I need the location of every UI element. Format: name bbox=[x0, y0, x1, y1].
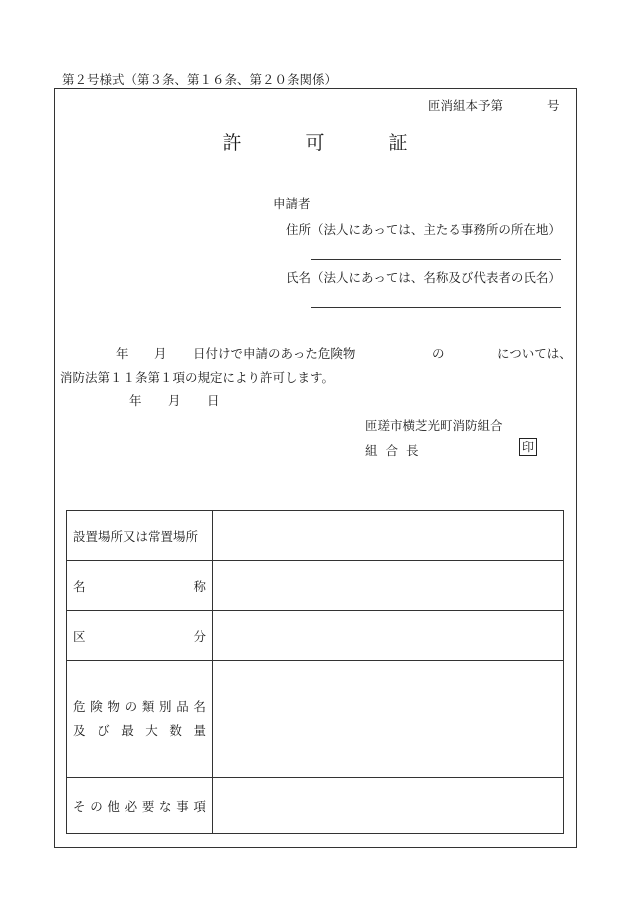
row-label bbox=[67, 611, 213, 661]
table-row bbox=[67, 778, 564, 834]
page-title bbox=[0, 128, 630, 155]
label-char: の bbox=[90, 798, 103, 814]
body-no: の bbox=[432, 346, 445, 361]
label-char: 他 bbox=[107, 798, 120, 814]
issuer-title-char: 組 bbox=[365, 443, 378, 458]
applicant-name-label: 氏名（法人にあっては、名称及び代表者の氏名） bbox=[286, 270, 561, 285]
label-char: の bbox=[124, 699, 138, 714]
issue-year: 年 bbox=[129, 393, 142, 408]
applicant-address-label: 住所（法人にあっては、主たる事務所の所在地） bbox=[286, 222, 561, 237]
document-number bbox=[428, 96, 560, 114]
label-char: そ bbox=[73, 798, 86, 814]
body-about: については、 bbox=[497, 346, 572, 361]
label-char: 物 bbox=[107, 699, 120, 714]
body-line-2: 消防法第１１条第１項の規定により許可します。 bbox=[60, 370, 335, 385]
label-char: 量 bbox=[193, 723, 206, 738]
label-char: 類 bbox=[141, 699, 155, 714]
label-char: 品 bbox=[176, 699, 189, 714]
label-char: 称 bbox=[193, 578, 206, 594]
permit-table bbox=[66, 510, 564, 834]
label-char: 事 bbox=[176, 798, 189, 814]
label-char: 分 bbox=[193, 628, 206, 644]
seal-mark: 印 bbox=[519, 438, 537, 456]
row-label bbox=[67, 661, 213, 778]
label-char: 数 bbox=[169, 723, 182, 738]
row-value bbox=[213, 611, 564, 661]
title-char: 許 bbox=[222, 132, 242, 154]
row-label bbox=[67, 778, 213, 834]
document-number-suffix: 号 bbox=[547, 98, 560, 113]
title-char: 可 bbox=[305, 132, 325, 154]
label-char: 区 bbox=[73, 628, 86, 644]
label-char: 最 bbox=[121, 723, 134, 738]
label-char: 大 bbox=[145, 723, 158, 738]
body-year: 年 bbox=[116, 346, 129, 361]
name-line bbox=[311, 307, 561, 308]
label-char: び bbox=[97, 723, 110, 738]
table-row bbox=[67, 561, 564, 611]
label-char: 及 bbox=[73, 723, 86, 738]
address-line bbox=[311, 259, 561, 260]
row-value bbox=[213, 778, 564, 834]
document-number-prefix: 匝消組本予第 bbox=[428, 98, 504, 113]
body-month: 月 bbox=[154, 346, 167, 361]
label-char: 名 bbox=[193, 699, 206, 714]
form-number-title: 第２号様式（第３条、第１６条、第２０条関係） bbox=[62, 72, 338, 87]
issuer-title bbox=[365, 441, 419, 459]
row-value bbox=[213, 561, 564, 611]
label-char: な bbox=[159, 798, 172, 814]
label-char: 別 bbox=[159, 699, 172, 714]
table-row bbox=[67, 661, 564, 778]
issuer-title-char: 長 bbox=[406, 443, 419, 458]
label-char: 名 bbox=[73, 578, 86, 594]
issuer-organization: 匝瑳市横芝光町消防組合 bbox=[365, 418, 503, 433]
label-char: 危 bbox=[73, 699, 86, 714]
label-char: 必 bbox=[124, 798, 138, 814]
label-char: 要 bbox=[141, 798, 155, 814]
row-value bbox=[213, 661, 564, 778]
title-char: 証 bbox=[388, 132, 408, 154]
issuer-title-char: 合 bbox=[385, 443, 399, 458]
table-row bbox=[67, 611, 564, 661]
label-char: 険 bbox=[90, 699, 103, 714]
label-char: 項 bbox=[193, 798, 206, 814]
table-row bbox=[67, 511, 564, 561]
body-day-text: 日付けで申請のあった危険物 bbox=[193, 346, 356, 361]
issue-day: 日 bbox=[207, 393, 220, 408]
issue-month: 月 bbox=[168, 393, 181, 408]
applicant-label: 申請者 bbox=[273, 196, 311, 211]
row-label: 設置場所又は常置場所 bbox=[67, 511, 213, 561]
row-label bbox=[67, 561, 213, 611]
row-value bbox=[213, 511, 564, 561]
